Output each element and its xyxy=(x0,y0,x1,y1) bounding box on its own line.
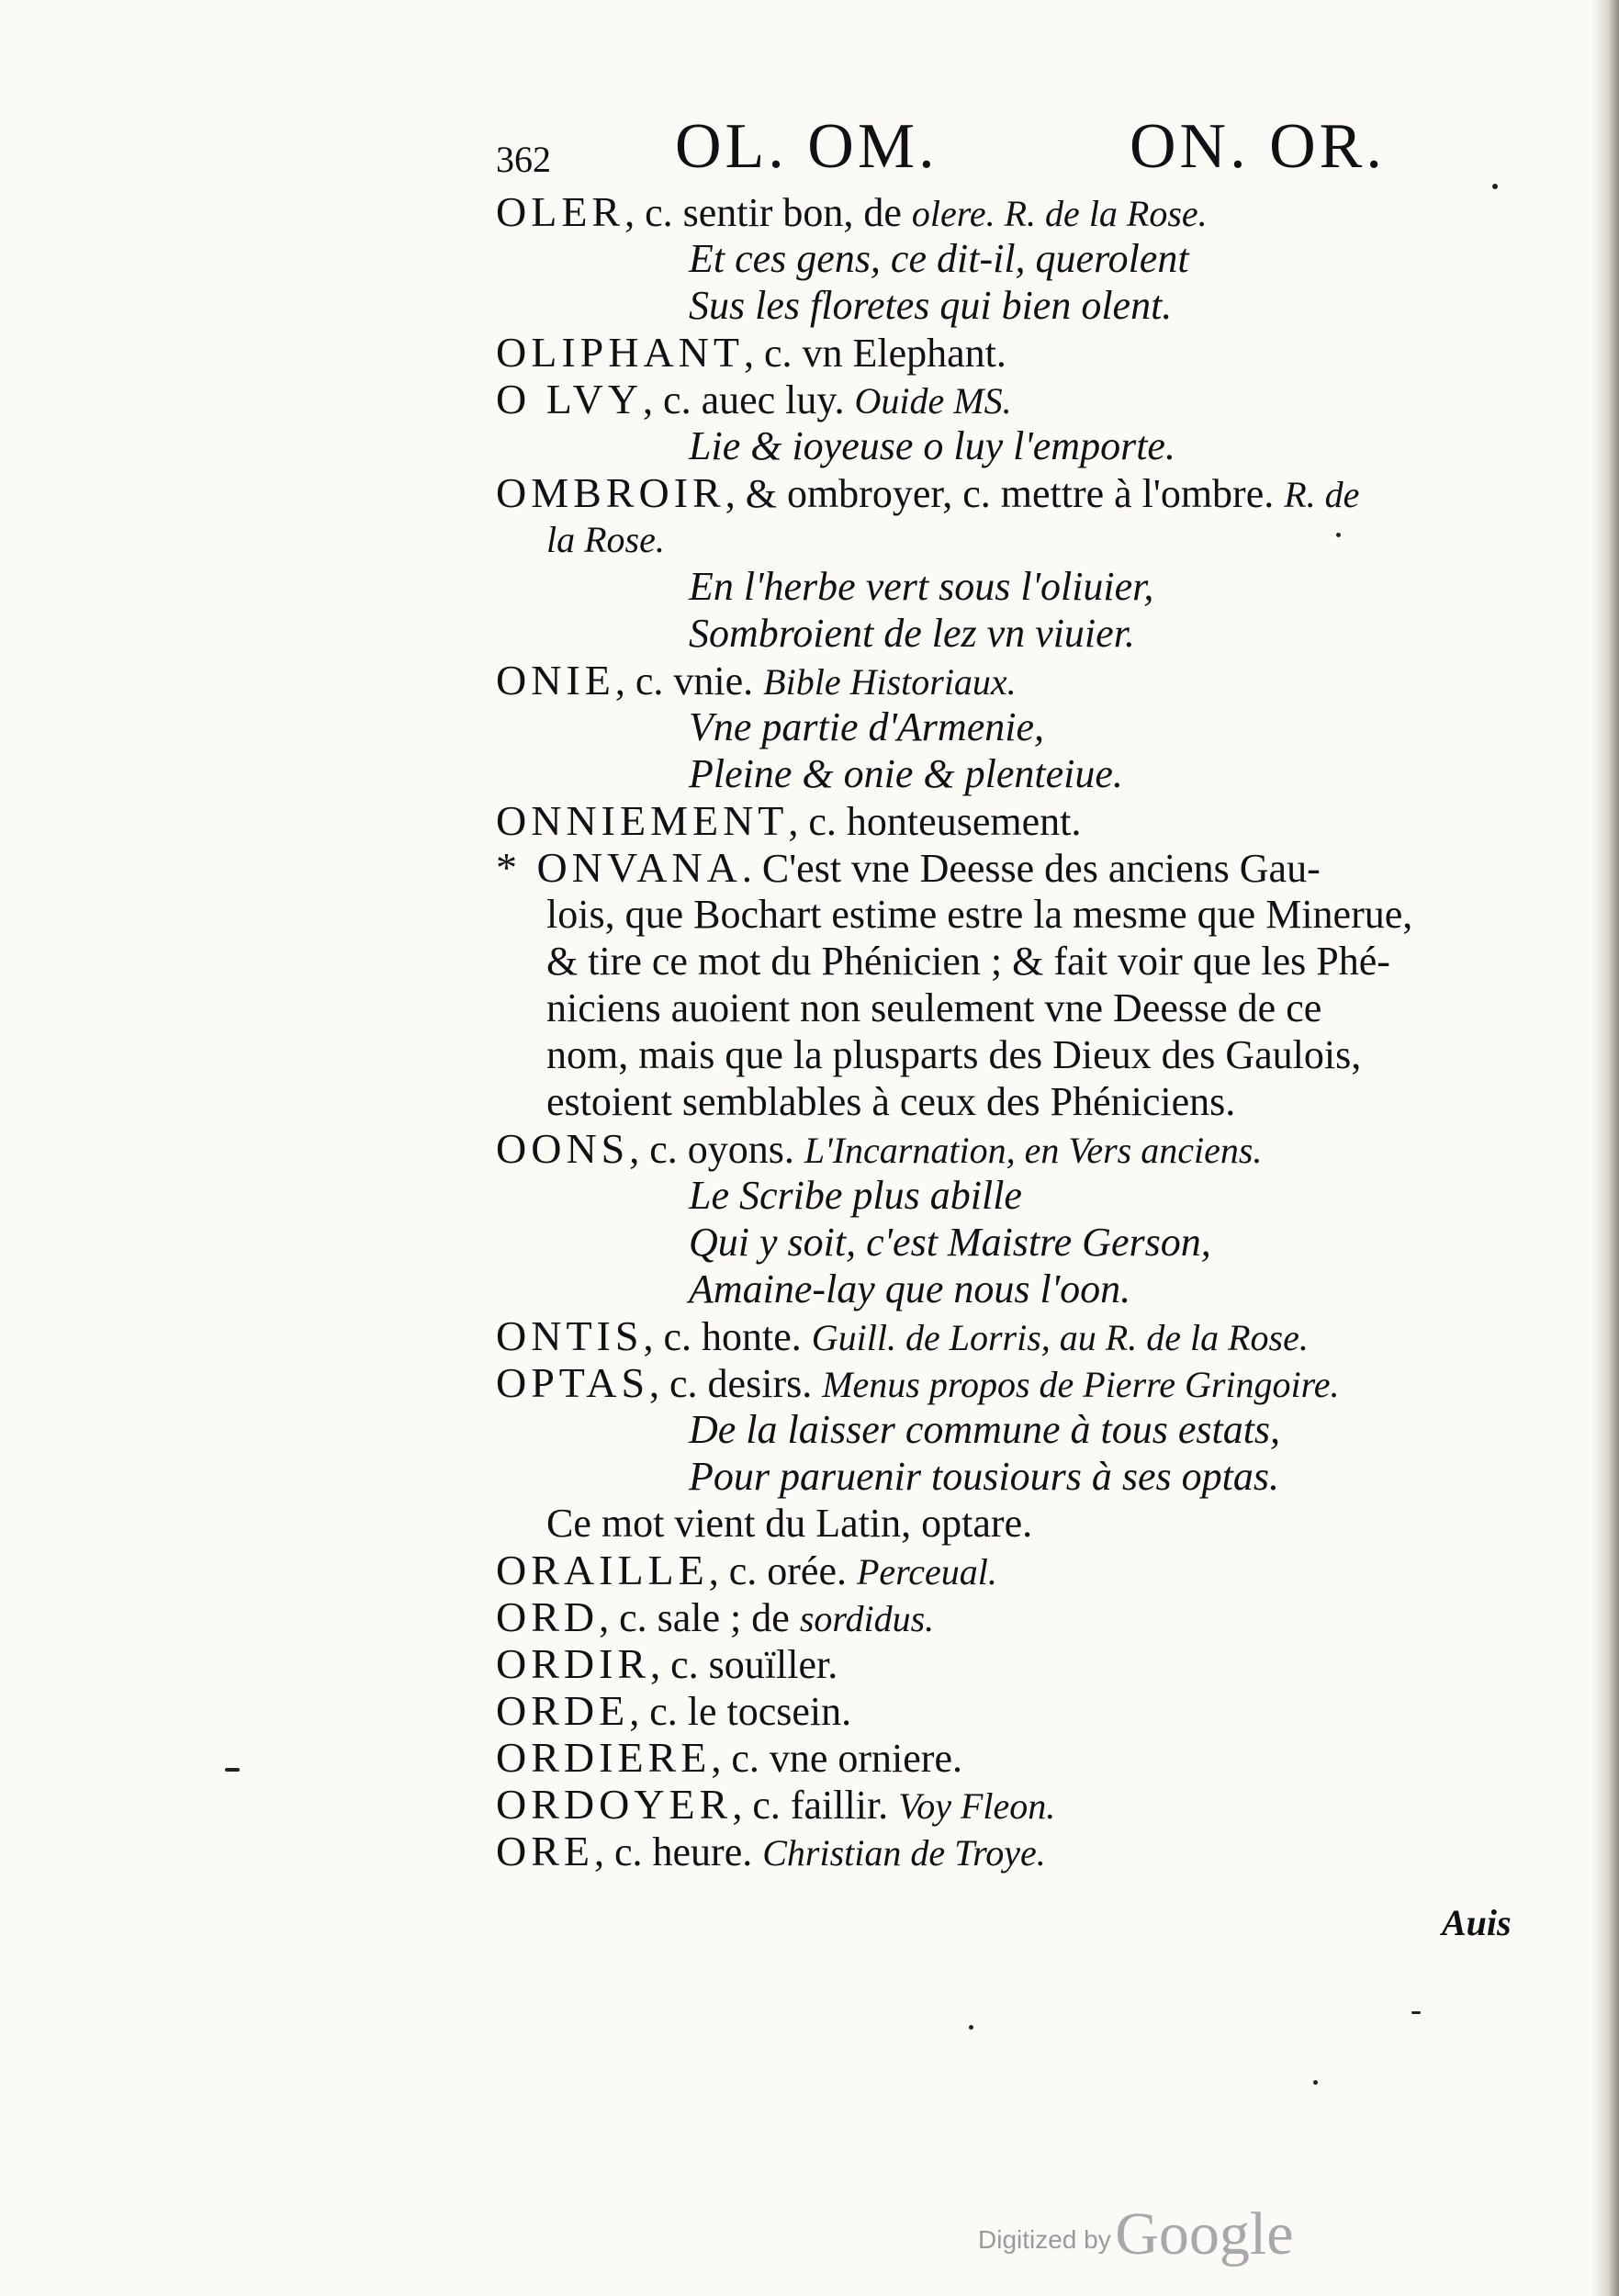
entry-line: OMBROIR, & ombroyer, c. mettre à l'ombre. R. de xyxy=(496,469,1360,516)
prose-line: nom, mais que la plusparts des Dieux des Gaulois, xyxy=(546,1032,1362,1077)
verse-line: Et ces gens, ce dit-il, querolent xyxy=(689,236,1189,281)
entry-line: OPTAS, c. desirs. Menus propos de Pierre Gringoire. xyxy=(496,1359,1340,1406)
page-edge xyxy=(1591,0,1619,2296)
entry-line: ONIE, c. vnie. Bible Historiaux. xyxy=(496,657,1017,703)
verse-line: Pour paruenir tousiours à ses optas. xyxy=(689,1454,1279,1499)
scan-speck xyxy=(1313,2080,1318,2085)
verse-line: Amaine-lay que nous l'oon. xyxy=(689,1266,1131,1311)
running-header xyxy=(496,110,1423,193)
entry-line: ORDIR, c. souïller. xyxy=(496,1640,838,1687)
continuation-line: Ce mot vient du Latin, optare. xyxy=(546,1501,1033,1546)
scan-speck xyxy=(1411,2011,1421,2014)
scan-speck xyxy=(1336,533,1341,537)
scan-speck xyxy=(1492,184,1498,189)
page-number: 362 xyxy=(496,139,551,180)
left-running-head: OL. OM. xyxy=(675,111,939,182)
watermark-brand: Google xyxy=(1115,2200,1294,2268)
entry-line: ONNIEMENT, c. honteusement. xyxy=(496,797,1082,844)
verse-line: Vne partie d'Armenie, xyxy=(689,704,1044,749)
scan-speck xyxy=(969,2025,973,2030)
entry-line: O LVY, c. auec luy. Ouide MS. xyxy=(496,376,1012,422)
entry-line: OLIPHANT, c. vn Elephant. xyxy=(496,329,1006,376)
prose-line: niciens auoient non seulement vne Deesse de ce xyxy=(546,985,1322,1030)
entry-line: ORE, c. heure. Christian de Troye. xyxy=(496,1828,1046,1874)
entry-line: ONTIS, c. honte. Guill. de Lorris, au R. de la Rose. xyxy=(496,1312,1309,1359)
verse-line: Lie & ioyeuse o luy l'emporte. xyxy=(689,423,1175,468)
entry-line: ORDIERE, c. vne orniere. xyxy=(496,1734,962,1781)
verse-line: Sombroient de lez vn viuier. xyxy=(689,611,1135,656)
prose-line: & tire ce mot du Phénicien ; & fait voir que les Phé- xyxy=(546,939,1390,984)
continuation-line: la Rose. xyxy=(546,519,665,560)
watermark-prefix: Digitized by xyxy=(978,2225,1111,2254)
entry-line: * ONVANA. C'est vne Deesse des anciens Gau- xyxy=(496,844,1321,891)
entry-line: ORAILLE, c. orée. Perceual. xyxy=(496,1547,997,1593)
entry-line: ORDOYER, c. faillir. Voy Fleon. xyxy=(496,1781,1056,1828)
digitized-watermark xyxy=(978,2200,1293,2273)
entry-line: ORD, c. sale ; de sordidus. xyxy=(496,1593,935,1640)
entry-line: OONS, c. oyons. L'Incarnation, en Vers anciens. xyxy=(496,1125,1263,1172)
entry-line: ORDE, c. le tocsein. xyxy=(496,1687,852,1734)
right-running-head: ON. OR. xyxy=(1130,111,1386,182)
verse-line: Sus les floretes qui bien olent. xyxy=(689,283,1173,328)
catchword: Auis xyxy=(1442,1902,1512,1943)
verse-line: Pleine & onie & plenteiue. xyxy=(689,751,1123,796)
scan-speck xyxy=(225,1768,240,1772)
verse-line: Le Scribe plus abille xyxy=(689,1173,1022,1218)
prose-line: lois, que Bochart estime estre la mesme que Minerue, xyxy=(546,892,1413,937)
verse-line: En l'herbe vert sous l'oliuier, xyxy=(689,564,1154,609)
verse-line: Qui y soit, c'est Maistre Gerson, xyxy=(689,1220,1211,1265)
entry-line: OLER, c. sentir bon, de olere. R. de la Rose. xyxy=(496,188,1208,235)
prose-line: estoient semblables à ceux des Phéniciens. xyxy=(546,1079,1236,1124)
verse-line: De la laisser commune à tous estats, xyxy=(689,1407,1281,1452)
